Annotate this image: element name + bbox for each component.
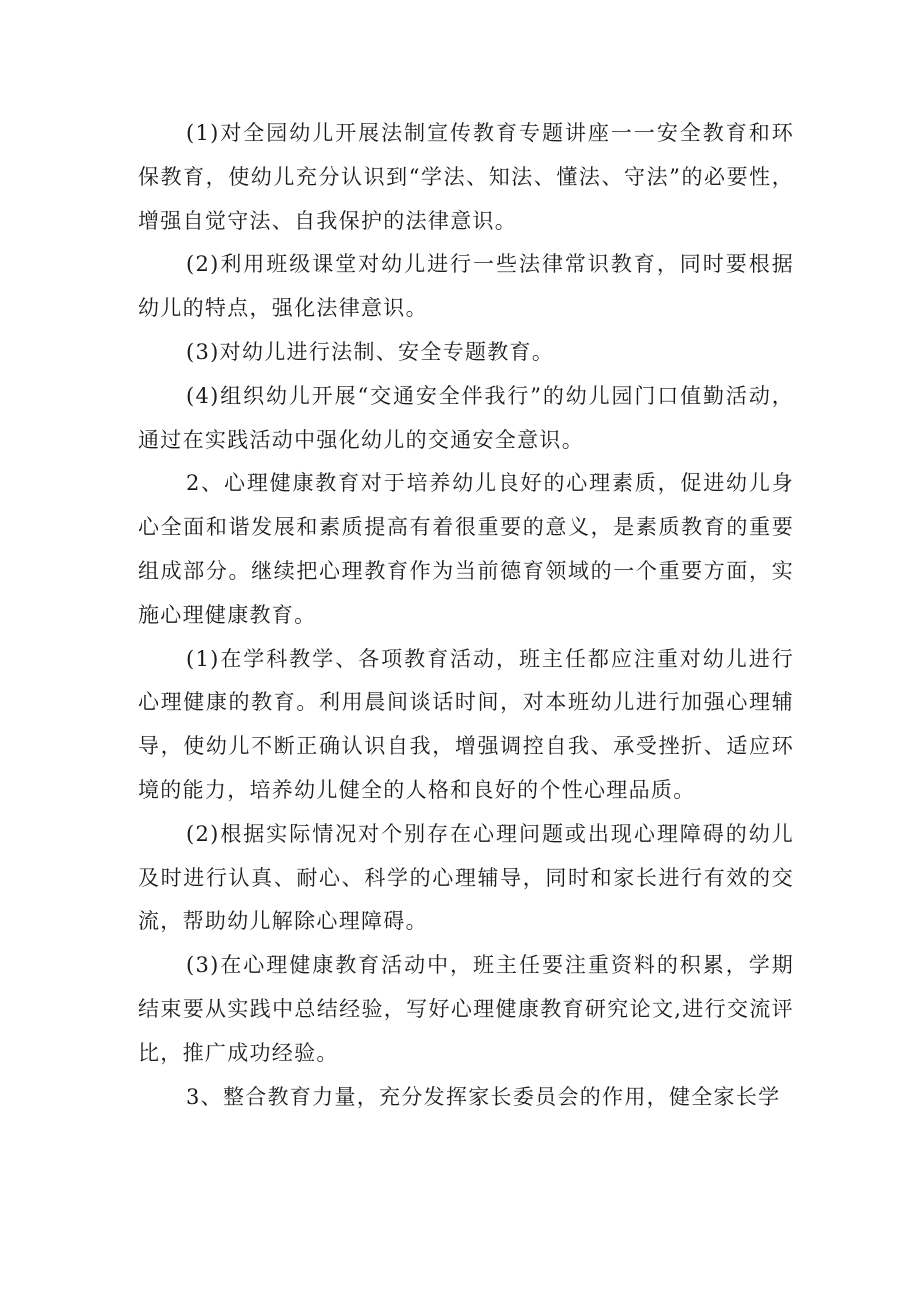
paragraph-3: (3)对幼儿进行法制、安全专题教育。 bbox=[186, 339, 555, 364]
paragraph-8: (3)在心理健康教育活动中，班主任要注重资料的积累，学期结束要从实践中总结经验，写好心理健康教育研究论文,进行交流评比，推广成功经验。 bbox=[138, 953, 794, 1065]
paragraph-6: (1)在学科教学、各项教育活动，班主任都应注重对幼儿进行心理健康的教育。利用晨间谈话时间，对本班幼儿进行加强心理辅导，使幼儿不断正确认识自我，增强调控自我、承受挫折、适应环境的能力，培养幼儿健全的人格和良好的个性心理品质。 bbox=[138, 646, 794, 802]
paragraph-4: (4)组织幼儿开展“交通安全伴我行”的幼儿园门口值勤活动，通过在实践活动中强化幼儿的交通安全意识。 bbox=[138, 383, 794, 452]
paragraph-9: 3、整合教育力量，充分发挥家长委员会的作用，健全家长学 bbox=[186, 1084, 781, 1109]
paragraph-7: (2)根据实际情况对个别存在心理问题或出现心理障碍的幼儿及时进行认真、耐心、科学的心理辅导，同时和家长进行有效的交流，帮助幼儿解除心理障碍。 bbox=[138, 821, 794, 934]
paragraph-5: 2、心理健康教育对于培养幼儿良好的心理素质，促进幼儿身心全面和谐发展和素质提高有着很重要的意义，是素质教育的重要组成部分。继续把心理教育作为当前德育领域的一个重要方面，实施心理健康教育。 bbox=[138, 471, 794, 627]
paragraph-1: (1)对全园幼儿开展法制宣传教育专题讲座一一安全教育和环保教育，使幼儿充分认识到“学法、知法、懂法、守法”的必要性，增强自觉守法、自我保护的法律意识。 bbox=[138, 121, 794, 233]
paragraph-2: (2)利用班级课堂对幼儿进行一些法律常识教育，同时要根据幼儿的特点，强化法律意识。 bbox=[138, 252, 794, 321]
document-page bbox=[138, 112, 794, 1119]
